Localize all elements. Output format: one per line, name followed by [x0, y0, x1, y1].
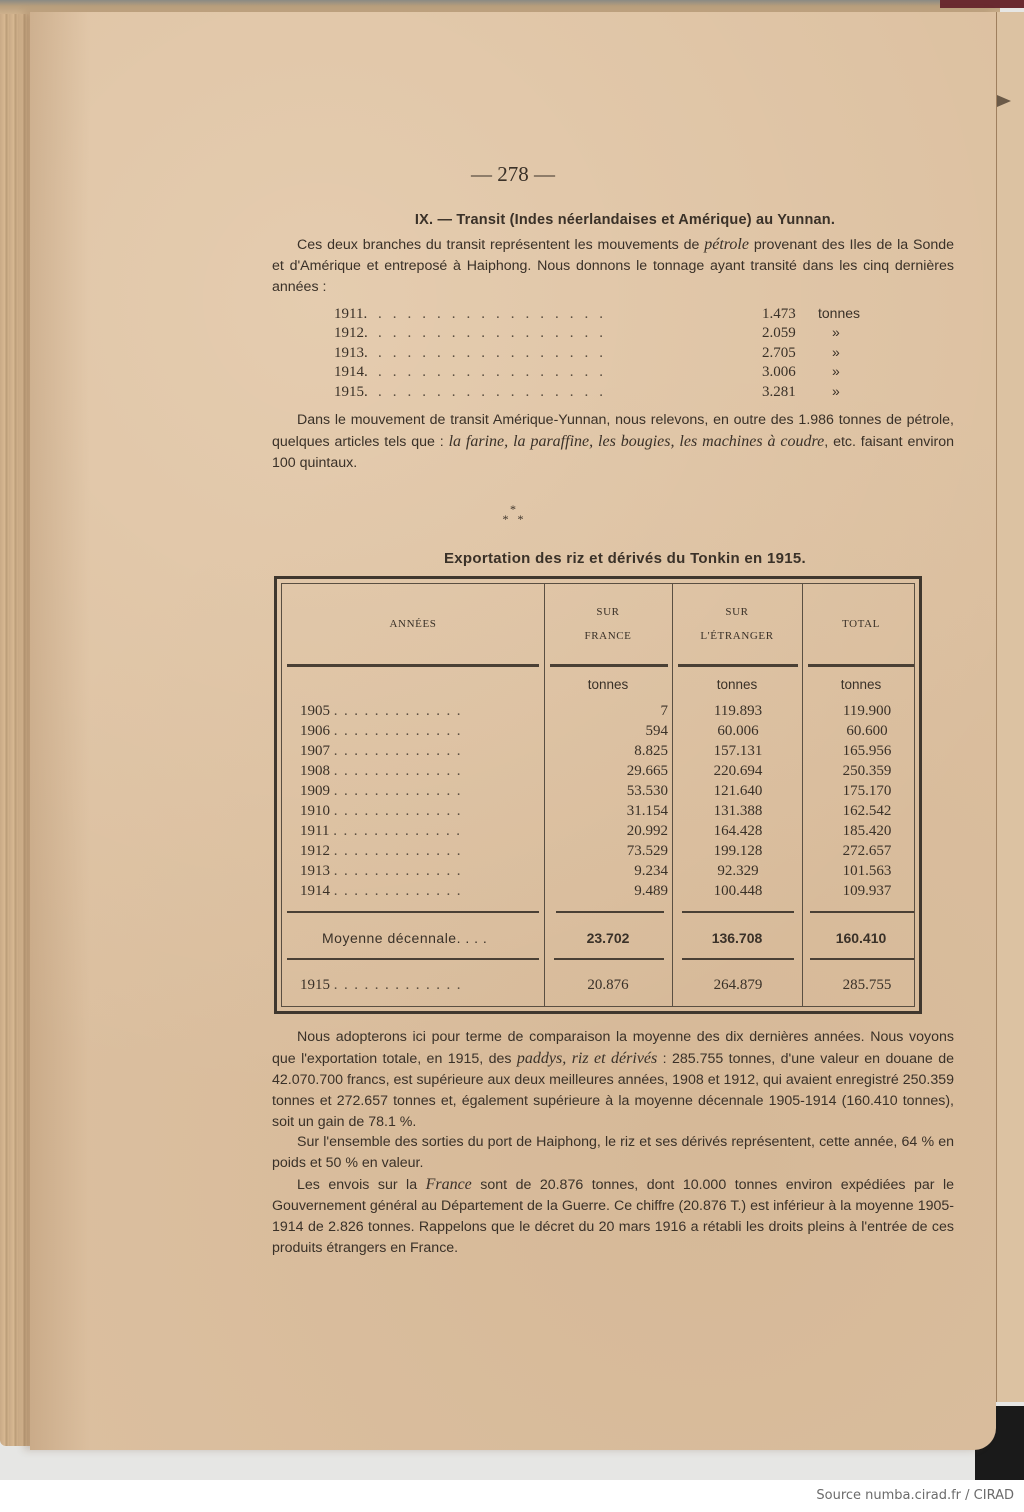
cell-foreign: 164.428 — [713, 823, 763, 839]
header-years-label: ANNÉES — [389, 618, 437, 630]
average-rule — [556, 911, 664, 913]
cell-foreign: 220.694 — [713, 763, 763, 779]
intro-paragraph — [272, 234, 954, 298]
leader-dots: ............. — [333, 843, 467, 859]
transit-unit: » — [832, 324, 840, 341]
header-foreign — [672, 584, 802, 664]
row-year: 1909 — [300, 783, 330, 799]
america-italic: la farine, la paraffine, les bougies, les machines à coudre — [448, 433, 825, 450]
book-page — [30, 12, 996, 1450]
leader-dots: ............. — [333, 823, 467, 839]
cell-france: 9.489 — [634, 883, 668, 899]
leader-dots: ................ — [378, 383, 614, 400]
cell-france: 594 — [645, 723, 668, 739]
row-year: 1910 — [300, 803, 330, 819]
table-row — [282, 841, 914, 861]
average-total: 160.410 — [835, 930, 887, 946]
america-text-1: Dans le mouvement de transit Amérique-Yunnan, nous relevons, en outre des 1.986 tonnes de pétrole, quelques articles tels que : — [272, 412, 954, 450]
average-rule — [287, 911, 539, 913]
transit-unit: tonnes — [818, 305, 861, 321]
conclusion-paragraph-2 — [272, 1132, 954, 1174]
transit-unit: » — [832, 382, 840, 399]
header-france — [544, 584, 672, 664]
cell-total: 109.937 — [842, 883, 892, 899]
cell-france: 53.530 — [626, 783, 668, 799]
row-year: 1912 — [300, 843, 330, 859]
transit-value: 1.473 — [762, 306, 796, 322]
section-title: IX. — Transit (Indes néerlandaises et Amérique) au Yunnan. — [414, 212, 836, 228]
row-year: 1911 — [300, 823, 330, 839]
cell-france: 7 — [660, 703, 668, 719]
header-france-line2: FRANCE — [584, 630, 632, 642]
leader-dots: ............. — [333, 763, 467, 779]
table-row — [282, 821, 914, 841]
list-item — [334, 362, 894, 381]
page-number: — 278 — — [471, 162, 555, 186]
average-rule — [682, 911, 794, 913]
table-inner-frame — [281, 583, 915, 1007]
cell-foreign: 92.329 — [717, 863, 759, 879]
cell-foreign: 121.640 — [713, 783, 763, 799]
conclusion-italic: paddys, riz et dérivés — [516, 1050, 658, 1067]
header-rule — [808, 664, 914, 667]
america-text-2: , etc. faisant environ 100 quintaux. — [272, 434, 955, 471]
header-france-line1: SUR — [596, 606, 620, 618]
cell-foreign: 100.448 — [713, 883, 763, 899]
table-row — [282, 781, 914, 801]
cell-france: 20.992 — [626, 823, 668, 839]
conclusion-paragraph-3 — [272, 1174, 954, 1259]
total-rule — [810, 958, 914, 960]
transit-value: 3.281 — [762, 383, 796, 400]
transit-year: 1912. — [334, 325, 368, 342]
cell-total: 175.170 — [842, 783, 892, 799]
page-content — [30, 12, 996, 1450]
cell-france: 31.154 — [626, 803, 668, 819]
next-page-edge — [996, 12, 1024, 1402]
transit-unit: » — [832, 343, 840, 360]
average-foreign: 136.708 — [711, 930, 763, 946]
intro-text-1: Ces deux branches du transit représentent les mouvements de — [297, 237, 705, 253]
cell-foreign: 60.006 — [717, 723, 759, 739]
table-row — [282, 761, 914, 781]
conclusion-italic-france: France — [425, 1176, 472, 1193]
transit-value: 2.705 — [762, 344, 796, 361]
source-credit: Source numba.cirad.fr / CIRAD — [816, 1488, 1014, 1503]
row-year: 1908 — [300, 763, 330, 779]
cell-total: 185.420 — [842, 823, 892, 839]
intro-italic: pétrole — [704, 236, 749, 253]
unit-total: tonnes — [840, 677, 882, 692]
conclusion-text-1b: : 285.755 tonnes, d'une valeur en douane de 42.070.700 francs, est supérieure aux deux meilleures années, 1908 et 1912, qui avaient enregistré 250.359 tonnes et 272.657 tonnes et, également supérieure à la moyenne décennale 1905-1914 (160.410 tonnes), soit un gain de 78.1 %. — [272, 1051, 954, 1130]
average-rule — [810, 911, 914, 913]
table-row-1915 — [282, 975, 914, 995]
leader-dots: ............. — [333, 803, 467, 819]
page-marker-tab-icon — [997, 95, 1011, 107]
transit-year: 1914. — [334, 364, 368, 381]
total-rule — [287, 958, 539, 960]
leader-dots: ............. — [333, 977, 467, 993]
star-icon: * — [510, 502, 516, 516]
total-rule — [554, 958, 664, 960]
header-years — [282, 584, 544, 664]
header-rule — [678, 664, 798, 667]
header-total — [802, 584, 920, 664]
transit-value: 3.006 — [762, 364, 796, 381]
row-year: 1907 — [300, 743, 330, 759]
leader-dots: ............. — [333, 783, 467, 799]
list-item — [334, 382, 894, 401]
row-year: 1906 — [300, 723, 330, 739]
intro-text-2: provenant des Iles de la Sonde et d'Amérique et entreposé à Haiphong. Nous donnons le tonnage ayant transité dans les cinq dernières années : — [272, 237, 955, 295]
cell-total: 272.657 — [842, 843, 892, 859]
unit-france: tonnes — [587, 677, 629, 692]
header-foreign-line2: L'ÉTRANGER — [700, 630, 774, 642]
table-row — [282, 741, 914, 761]
transit-year: 1915. — [334, 383, 368, 400]
america-paragraph — [272, 410, 954, 474]
table-row — [282, 881, 914, 901]
average-label: Moyenne décennale. . . . — [322, 930, 488, 946]
cell-foreign: 264.879 — [713, 977, 763, 993]
cell-total: 101.563 — [842, 863, 892, 879]
cell-foreign: 157.131 — [713, 743, 763, 759]
transit-year: 1911. — [334, 306, 368, 322]
transit-year: 1913. — [334, 344, 368, 361]
conclusion-text-3b: sont de 20.876 tonnes, dont 10.000 tonnes environ expédiées par le Gouvernement général au Département de la Guerre. Ce chiffre (20.876 T.) est inférieur à la moyenne 1905-1914 de 2.826 tonnes. Rappelons que le décret du 20 mars 1916 a rétabli les droits pleins à l'entrée de ces produits étrangers en France. — [272, 1177, 954, 1256]
leader-dots: ................ — [378, 364, 614, 381]
list-item — [334, 323, 894, 342]
leader-dots: ............. — [333, 743, 467, 759]
table-title: Exportation des riz et dérivés du Tonkin en 1915. — [443, 550, 806, 567]
average-france: 23.702 — [586, 930, 630, 946]
header-total-label: TOTAL — [842, 618, 880, 630]
cell-france: 29.665 — [626, 763, 668, 779]
leader-dots: ............. — [333, 723, 467, 739]
row-year: 1915 — [300, 977, 330, 993]
book-cover-edge — [940, 0, 1024, 8]
list-item — [334, 304, 894, 323]
star-icon: * * — [502, 512, 524, 526]
cell-total: 60.600 — [846, 723, 888, 739]
cell-foreign: 131.388 — [713, 803, 763, 819]
table-row — [282, 721, 914, 741]
transit-tonnage-list — [334, 304, 894, 401]
leader-dots: ............. — [333, 703, 467, 719]
list-item — [334, 343, 894, 362]
total-rule — [682, 958, 794, 960]
leader-dots: ............. — [333, 863, 467, 879]
transit-unit: » — [832, 363, 840, 380]
conclusion-text-2: Sur l'ensemble des sorties du port de Haiphong, le riz et ses dérivés représentent, cette année, 64 % en poids et 50 % en valeur. — [272, 1134, 954, 1171]
cell-total: 162.542 — [842, 803, 892, 819]
row-year: 1914 — [300, 883, 330, 899]
cell-total: 285.755 — [842, 977, 892, 993]
header-rule — [550, 664, 668, 667]
header-rule — [287, 664, 539, 667]
cell-total: 119.900 — [842, 703, 892, 719]
conclusion-text-1: Nous adopterons ici pour terme de comparaison la moyenne des dix dernières années. Nous voyons que l'exportation totale, en 1915, des — [272, 1029, 954, 1067]
table-row-average — [282, 927, 914, 949]
cell-france: 73.529 — [626, 843, 668, 859]
table-row — [282, 801, 914, 821]
conclusion-paragraph-1 — [272, 1027, 954, 1133]
header-foreign-line1: SUR — [725, 606, 749, 618]
cell-france: 9.234 — [634, 863, 668, 879]
table-row — [282, 701, 914, 721]
cell-foreign: 199.128 — [713, 843, 763, 859]
unit-foreign: tonnes — [716, 677, 758, 692]
leader-dots: ................ — [378, 344, 614, 361]
table-row — [282, 861, 914, 881]
cell-total: 165.956 — [842, 743, 892, 759]
leader-dots: ............. — [333, 883, 467, 899]
row-year: 1913 — [300, 863, 330, 879]
conclusion-text-3a: Les envois sur la — [297, 1177, 426, 1193]
leader-dots: ................ — [378, 325, 614, 342]
section-separator-asterism — [30, 504, 996, 524]
cell-france: 20.876 — [587, 977, 629, 993]
transit-value: 2.059 — [762, 325, 796, 342]
rice-export-table — [274, 576, 922, 1014]
cell-france: 8.825 — [634, 743, 668, 759]
leader-dots: ................ — [378, 306, 614, 322]
row-year: 1905 — [300, 703, 330, 719]
cell-foreign: 119.893 — [713, 703, 763, 719]
cell-total: 250.359 — [842, 763, 892, 779]
